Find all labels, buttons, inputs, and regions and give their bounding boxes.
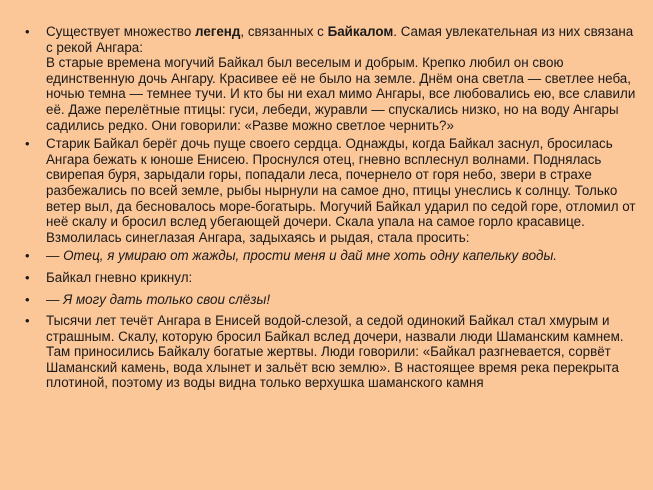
bullet-icon: • [25,291,30,307]
bullet-item-baikal-shout [24,270,636,286]
bullet-text-escape: Старик Байкал берёг дочь пуще своего сердца. Однажды, когда Байкал заснул, бросилась Ангара бежать к юноше Енисею. Проснулся отец, гневно всплеснул волнами. Поднялась свирепая буря, зарыдали горы, попадали леса, почернело от горя небо, звери в страхе разбежались по всей земле, рыбы нырнули на самое дно, птицы унеслись к солнцу. Только ветер выл, да бесновалось море-богатырь. Могучий Байкал ударил по седой горе, отломил от неё скалу и бросил вслед убегающей дочери. Скала упала на самое горло красавице. Взмолилась синеглазая Ангара, задыхаясь и рыдая, стала просить: [46,136,636,245]
bullet-text-intro [46,24,633,55]
bullet-continuation-story: В старые времена могучий Байкал был веселым и добрым. Крепко любил он свою единственную дочь Ангару. Красивее её не было на земле. Днём она светла — светлее неба, ночью темна — темнее тучи. И кто бы ни ехал мимо Ангары, все любовались ею, все славили её. Даже перелётные птицы: гуси, лебеди, журавли — спускались низко, но на воду Ангары садились редко. Они говорили: «Разве можно светлое чернить?» [46,55,636,133]
bullet-icon: • [25,136,30,152]
bullet-icon: • [25,269,30,285]
bullet-text-angara-plea: — Отец, я умираю от жажды, прости меня и дай мне хоть одну капельку воды. [46,248,558,264]
bullet-text-shaman-stone: Тысячи лет течёт Ангара в Енисей водой-слезой, а седой одинокий Байкал стал хмурым и страшным. Скалу, которую бросил Байкал вслед дочери, назвали люди Шаманским камнем. Там приносились Байкалу богатые жертвы. Люди говорили: «Байкал разгневается, сорвёт Шаманский камень, вода хлынет и зальёт всю землю». В настоящее время река перекрыта плотиной, поэтому из воды видна только верхушка шаманского камня [46,313,624,391]
bullet-item-angara-plea [24,248,636,264]
bullet-item-escape [24,136,636,245]
bold-legends: легенд [195,24,241,39]
bullet-item-baikal-tears [24,292,636,308]
bullet-item-intro [24,24,636,133]
bold-baikal: Байкалом [327,24,394,39]
bullet-text-baikal-tears: — Я могу дать только свои слёзы! [46,291,271,307]
text-run: , связанных с [240,24,328,39]
bullet-icon: • [25,248,30,264]
legend-bullet-list [24,24,636,394]
bullet-icon: • [25,24,30,39]
text-run: Существует множество [46,24,195,39]
bullet-text-baikal-shout: Байкал гневно крикнул: [46,269,193,285]
text-run: . Самая увлекательная из них связана с рекой Ангара: [46,24,634,55]
bullet-icon: • [25,313,30,329]
bullet-item-shaman-stone [24,313,636,391]
